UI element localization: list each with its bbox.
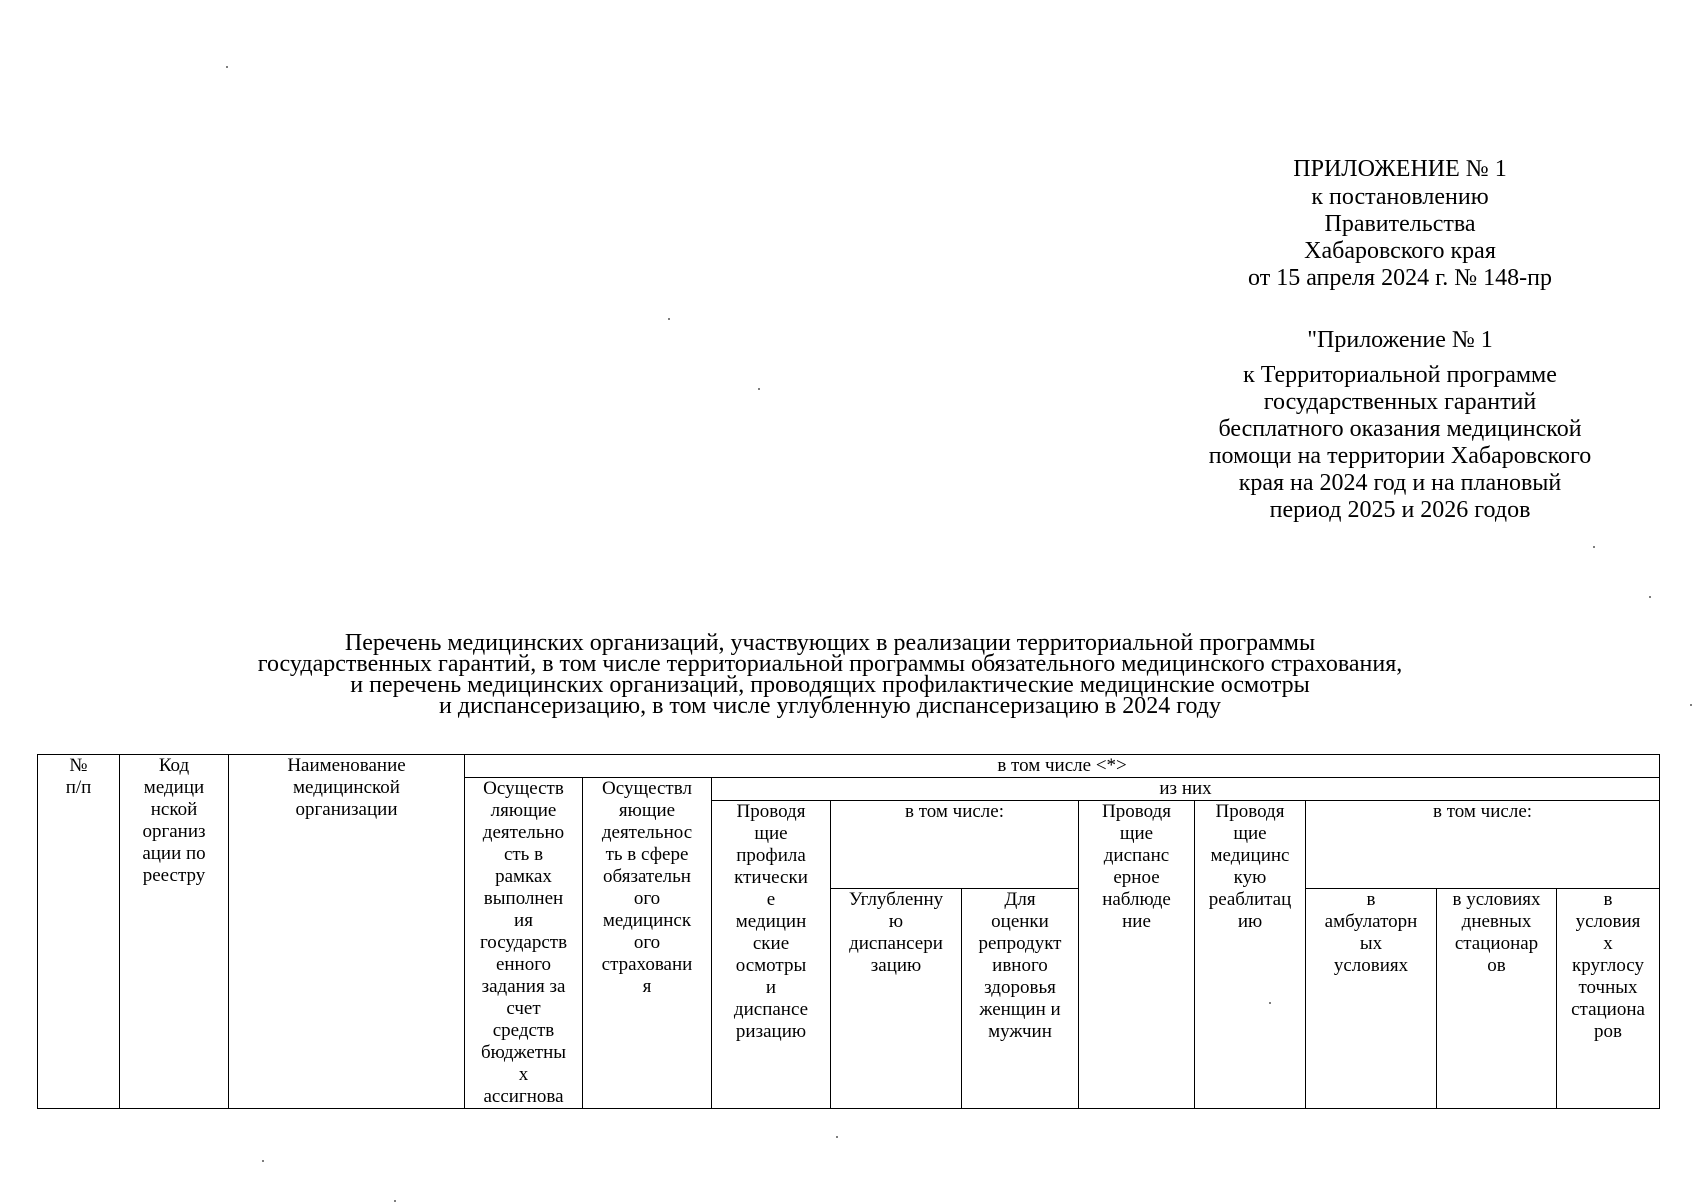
header-rehabilitation	[1195, 801, 1306, 1109]
annex-line: к Территориальной программе	[1243, 362, 1557, 388]
header-including-b: в том числе:	[1306, 801, 1660, 889]
header-line: зацию	[870, 955, 922, 976]
annex-line: края на 2024 год и на плановый	[1238, 470, 1562, 496]
header-line: Проводя	[1215, 801, 1285, 822]
header-line: обязательн	[603, 866, 691, 887]
header-line: ров	[1594, 1021, 1623, 1042]
header-line: диспансери	[849, 933, 943, 954]
header-preventive-exams	[712, 801, 831, 1109]
header-line: реаблитац	[1208, 889, 1292, 910]
header-line: медици	[143, 777, 205, 798]
title-line: и перечень медицинских организаций, проводящих профилактические медицинские осмотры	[350, 672, 1310, 698]
annex-line: государственных гарантий	[1263, 389, 1537, 415]
header-line: медицинс	[1210, 845, 1290, 866]
document-title	[120, 630, 1540, 719]
title-line: государственных гарантий, в том числе территориальной программы обязательного медицинского страхования,	[257, 651, 1403, 677]
header-line: диспанс	[1103, 845, 1170, 866]
header-line: в	[1603, 889, 1613, 910]
header-line: ризацию	[735, 1021, 807, 1042]
header-line: средств	[492, 1020, 555, 1041]
header-line: стационар	[1454, 933, 1539, 954]
header-line: условиях	[1333, 955, 1409, 976]
annex-line: период 2025 и 2026 годов	[1269, 497, 1531, 523]
header-line: ию	[1237, 911, 1263, 932]
annex-title: "Приложение № 1	[1307, 327, 1493, 353]
header-line: ых	[1359, 933, 1383, 954]
header-line: Осуществл	[602, 778, 692, 799]
header-line: ерное	[1113, 867, 1160, 888]
approval-block	[1170, 156, 1630, 524]
scan-speck	[226, 66, 228, 68]
header-round-clock-hospital	[1557, 889, 1660, 1109]
header-line: круглосу	[1572, 955, 1644, 976]
header-line: стациона	[1571, 999, 1645, 1020]
scan-speck	[1269, 1002, 1271, 1004]
header-line: организ	[142, 821, 206, 842]
header-line: я	[642, 976, 652, 997]
scan-speck	[1649, 596, 1651, 598]
header-line: счет	[506, 998, 541, 1019]
approval-line: к постановлению	[1311, 184, 1489, 210]
header-line: Код	[158, 755, 190, 776]
header-line: щие	[1119, 823, 1154, 844]
header-line: выполнен	[483, 888, 564, 909]
header-line: сть в	[503, 844, 544, 865]
header-line: медицин	[735, 911, 807, 932]
approval-line: Правительства	[1324, 211, 1476, 237]
header-line: в	[1366, 889, 1376, 910]
header-line: ть в сфере	[605, 844, 689, 865]
title-line: и диспансеризацию, в том числе углубленную диспансеризацию в 2024 году	[439, 693, 1221, 719]
header-line: х	[518, 1064, 529, 1085]
header-line: ассигнова	[483, 1086, 564, 1107]
header-registry-code	[120, 755, 229, 1109]
header-line: ю	[888, 911, 904, 932]
header-line: Проводя	[1102, 801, 1171, 822]
header-line: медицинск	[602, 910, 692, 931]
header-line: организации	[295, 799, 398, 820]
header-line: профила	[736, 845, 806, 866]
organizations-table-header	[37, 754, 1660, 1109]
header-line: и	[765, 977, 777, 998]
annex-line: бесплатного оказания медицинской	[1218, 416, 1582, 442]
header-line: п/п	[65, 777, 92, 798]
header-including-a: в том числе:	[831, 801, 1079, 889]
header-line: условия	[1575, 911, 1641, 932]
header-oms	[583, 778, 712, 1109]
header-outpatient	[1306, 889, 1437, 1109]
scan-speck	[758, 388, 760, 390]
header-line: амбулаторн	[1324, 911, 1418, 932]
header-dispensary-observation	[1079, 801, 1195, 1109]
header-day-hospital	[1437, 889, 1557, 1109]
header-line: ого	[633, 932, 661, 953]
header-line: щие	[1233, 823, 1267, 844]
header-line: мужчин	[988, 1021, 1052, 1042]
header-line: Углубленну	[848, 889, 944, 910]
header-line: ктически	[734, 867, 808, 888]
header-line: ого	[633, 888, 661, 909]
annex-line: помощи на территории Хабаровского	[1208, 443, 1592, 469]
header-line: в условиях	[1452, 889, 1541, 910]
header-line: бюджетны	[480, 1042, 567, 1063]
header-line: Осуществ	[483, 778, 564, 799]
header-line: ние	[1122, 911, 1151, 932]
header-line: женщин и	[979, 999, 1061, 1020]
header-line: государств	[479, 932, 568, 953]
scan-speck	[1593, 546, 1595, 548]
header-reproductive-health	[962, 889, 1079, 1109]
header-line: точных	[1578, 977, 1638, 998]
header-line: ляющие	[490, 800, 557, 821]
header-state-task	[465, 778, 583, 1109]
header-line: ия	[514, 910, 533, 931]
header-line: реестру	[142, 865, 206, 886]
header-line: дневных	[1461, 911, 1532, 932]
title-line: Перечень медицинских организаций, участвующих в реализации территориальной программы	[344, 630, 1316, 656]
header-line: Наименование	[287, 755, 406, 776]
header-including: в том числе <*>	[465, 755, 1660, 778]
header-line: Для	[1004, 889, 1036, 910]
header-line: ские	[752, 933, 790, 954]
header-line: деятельно	[482, 822, 565, 843]
header-line: задания за	[481, 976, 566, 997]
header-line: щие	[754, 823, 788, 844]
header-line: №	[69, 755, 88, 776]
header-line: кую	[1233, 867, 1267, 888]
header-deep-dispensary	[831, 889, 962, 1109]
approval-title: ПРИЛОЖЕНИЕ № 1	[1293, 156, 1507, 182]
header-line: енного	[495, 954, 552, 975]
scan-speck	[262, 1160, 264, 1162]
header-line: яющие	[618, 800, 676, 821]
header-number	[38, 755, 120, 1109]
header-organization-name	[229, 755, 465, 1109]
header-line: ивного	[992, 955, 1048, 976]
approval-line: от 15 апреля 2024 г. № 148-пр	[1248, 265, 1552, 291]
header-line: медицинской	[293, 777, 400, 798]
header-line: е	[766, 889, 776, 910]
spacer	[1170, 292, 1630, 327]
header-line: диспансе	[733, 999, 809, 1020]
header-of-them: из них	[712, 778, 1660, 801]
scan-speck	[836, 1136, 838, 1138]
header-line: страховани	[601, 954, 693, 975]
header-line: здоровья	[984, 977, 1056, 998]
header-line: рамках	[495, 866, 552, 887]
header-line: наблюде	[1102, 889, 1171, 910]
header-line: репродукт	[978, 933, 1062, 954]
header-line: х	[1603, 933, 1613, 954]
header-line: Проводя	[736, 801, 806, 822]
scan-speck	[1690, 704, 1692, 706]
header-line: деятельнос	[601, 822, 693, 843]
header-line: ов	[1487, 955, 1506, 976]
header-line: оценки	[991, 911, 1049, 932]
approval-line: Хабаровского края	[1304, 238, 1496, 264]
scan-speck	[668, 318, 670, 320]
header-line: нской	[150, 799, 198, 820]
header-line: ации по	[142, 843, 206, 864]
header-line: осмотры	[735, 955, 807, 976]
